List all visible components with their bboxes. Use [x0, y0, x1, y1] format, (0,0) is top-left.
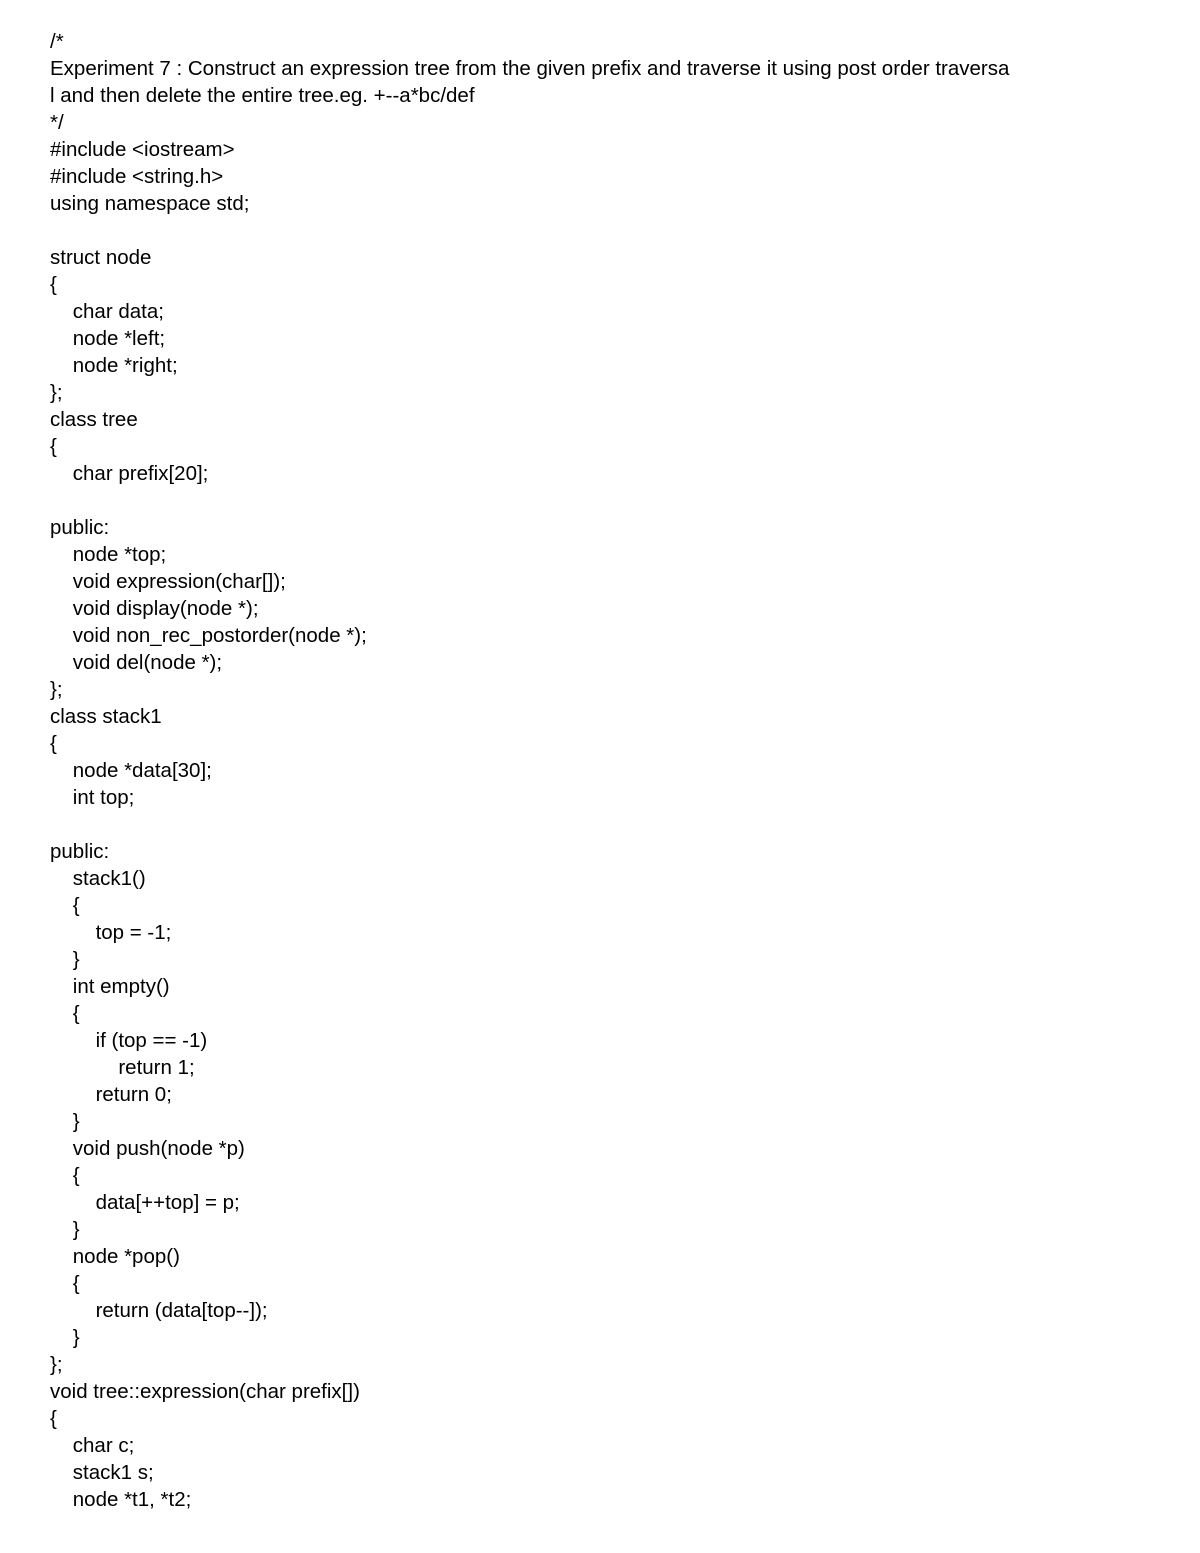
code-line: {	[50, 1272, 80, 1295]
code-line	[50, 487, 1170, 514]
code-line: node *right;	[50, 354, 178, 377]
code-line: char prefix[20];	[50, 462, 209, 485]
code-line: */	[50, 111, 64, 134]
code-line: {	[50, 1164, 80, 1187]
code-line: stack1()	[50, 867, 146, 890]
code-line: void tree::expression(char prefix[])	[50, 1380, 360, 1403]
code-line: char c;	[50, 1434, 135, 1457]
code-line: int empty()	[50, 975, 170, 998]
code-line: top = -1;	[50, 921, 172, 944]
code-line: void expression(char[]);	[50, 570, 286, 593]
code-line: #include <iostream>	[50, 138, 235, 161]
code-line: char data;	[50, 300, 164, 323]
code-line: stack1 s;	[50, 1461, 154, 1484]
code-line: void push(node *p)	[50, 1137, 245, 1160]
code-line: node *t1, *t2;	[50, 1488, 192, 1511]
code-line: if (top == -1)	[50, 1029, 208, 1052]
code-line: };	[50, 381, 63, 404]
code-line: node *top;	[50, 543, 167, 566]
code-line: {	[50, 273, 57, 296]
code-line: void display(node *);	[50, 597, 259, 620]
code-line: /*	[50, 30, 64, 53]
code-line: struct node	[50, 246, 152, 269]
code-line: Experiment 7 : Construct an expression tree from the given prefix and traverse it using post order traversa	[50, 57, 1010, 80]
code-line: return 1;	[50, 1056, 195, 1079]
code-line: node *data[30];	[50, 759, 212, 782]
code-line: return (data[top--]);	[50, 1299, 268, 1322]
code-line	[50, 217, 1170, 244]
code-line: public:	[50, 516, 110, 539]
code-line: class stack1	[50, 705, 162, 728]
code-line: void non_rec_postorder(node *);	[50, 624, 367, 647]
code-line: }	[50, 948, 80, 971]
code-line: using namespace std;	[50, 192, 250, 215]
code-line: }	[50, 1326, 80, 1349]
code-line: }	[50, 1110, 80, 1133]
code-line: return 0;	[50, 1083, 172, 1106]
code-line: int top;	[50, 786, 135, 809]
code-line: {	[50, 435, 57, 458]
code-line: {	[50, 1002, 80, 1025]
code-listing	[50, 28, 1170, 1513]
code-line: node *left;	[50, 327, 166, 350]
code-line	[50, 811, 1170, 838]
code-line: {	[50, 894, 80, 917]
code-line: public:	[50, 840, 110, 863]
code-line: void del(node *);	[50, 651, 223, 674]
code-line: class tree	[50, 408, 138, 431]
code-line: }	[50, 1218, 80, 1241]
code-line: node *pop()	[50, 1245, 180, 1268]
code-line: #include <string.h>	[50, 165, 224, 188]
code-line: {	[50, 732, 57, 755]
code-line: {	[50, 1407, 57, 1430]
code-line: };	[50, 1353, 63, 1376]
code-line: l and then delete the entire tree.eg. +--a*bc/def	[50, 84, 475, 107]
code-line: };	[50, 678, 63, 701]
code-line: data[++top] = p;	[50, 1191, 240, 1214]
